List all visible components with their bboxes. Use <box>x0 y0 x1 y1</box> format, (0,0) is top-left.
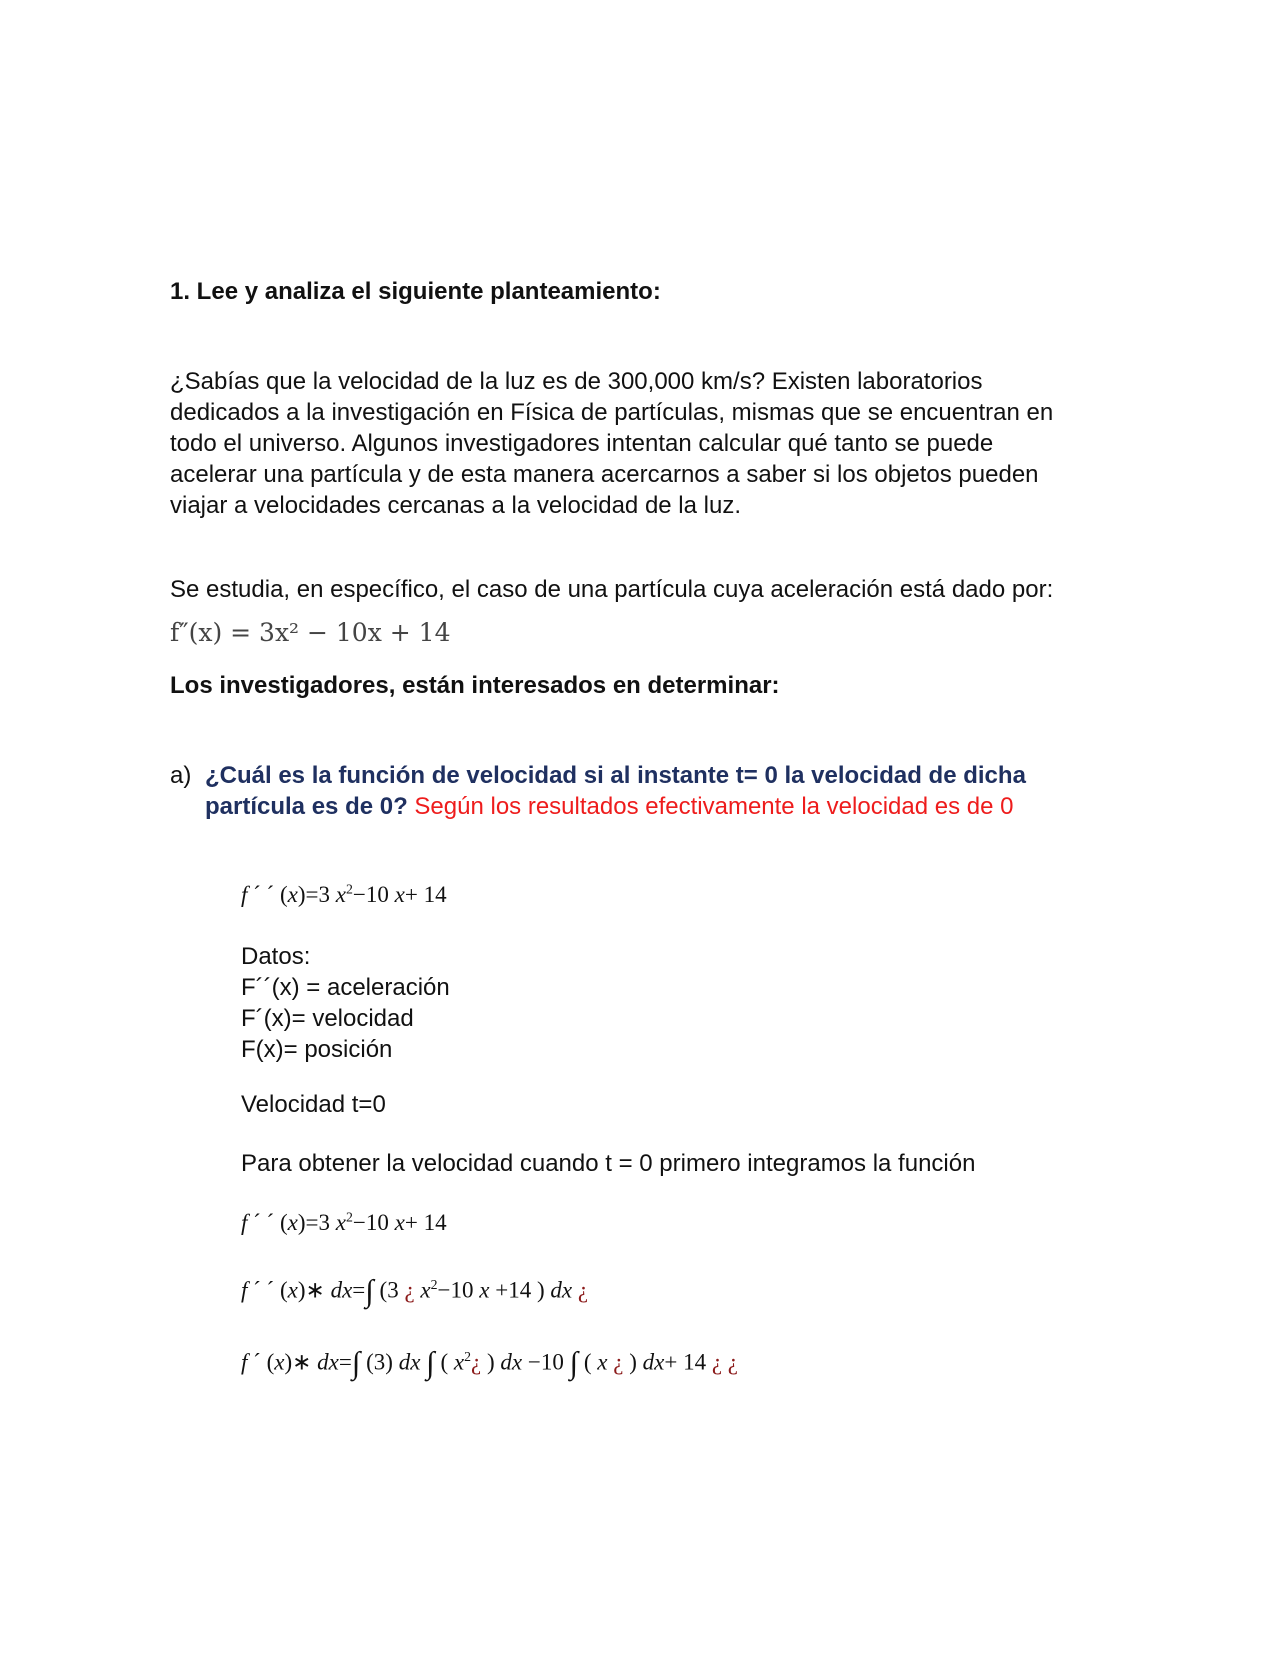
velocidad-label: Velocidad t=0 <box>241 1091 386 1118</box>
question-a-text: ¿Cuál es la función de velocidad si al instante t= 0 la velocidad de dicha partícula es de 0? <box>205 762 1026 820</box>
formula-integral-split: f ´ (x)∗ dx=∫ (3) dx ∫ ( $x^2¿$ ) dx −10 ∫ ( x ¿ ) dx+ 14 ¿ ¿ <box>241 1345 738 1380</box>
investigators-heading: Los investigadores, están interesados en determinar: <box>170 672 780 699</box>
formula-integral-setup: f ´ ´ (x)∗ dx=∫ (3 ¿ $x^2-10$ x +14 ) dx ¿ <box>241 1273 589 1308</box>
integrate-sentence: Para obtener la velocidad cuando t = 0 primero integramos la función <box>241 1150 976 1177</box>
case-sentence: Se estudia, en específico, el caso de una partícula cuya aceleración está dado por: <box>170 576 1054 603</box>
formula-acceleration-1: f ´ ´ (x)=3 $x^2-10$ x+ 14 <box>241 881 447 907</box>
intro-paragraph: ¿Sabías que la velocidad de la luz es de 300,000 km/s? Existen laboratorios dedicados a la investigación en Física de partículas, mismas que se encuentran en todo el universo. Algunos investigadores intentan calcular qué tanto se puede acelerar una partícula y de esta manera acercarnos a saber si los objetos pueden viajar a velocidades cercanas a la velocidad de la luz. <box>170 368 1054 519</box>
datos-line-acceleration: F´´(x) = aceleración <box>241 974 450 1001</box>
question-a-answer: Según los resultados efectivamente la velocidad es de 0 <box>414 793 1014 820</box>
formula-acceleration-2: f ´ ´ (x)=3 $x^2-10$ x+ 14 <box>241 1209 447 1235</box>
acceleration-formula-image: f″(x) = 3x² − 10x + 14 <box>170 618 451 647</box>
datos-block <box>241 941 450 1065</box>
datos-line-position: F(x)= posición <box>241 1036 393 1063</box>
section-heading: 1. Lee y analiza el siguiente planteamiento: <box>170 278 661 305</box>
question-a <box>205 760 1065 822</box>
datos-line-velocity: F´(x)= velocidad <box>241 1005 414 1032</box>
list-marker-a: a) <box>170 762 192 789</box>
datos-title: Datos: <box>241 943 311 970</box>
